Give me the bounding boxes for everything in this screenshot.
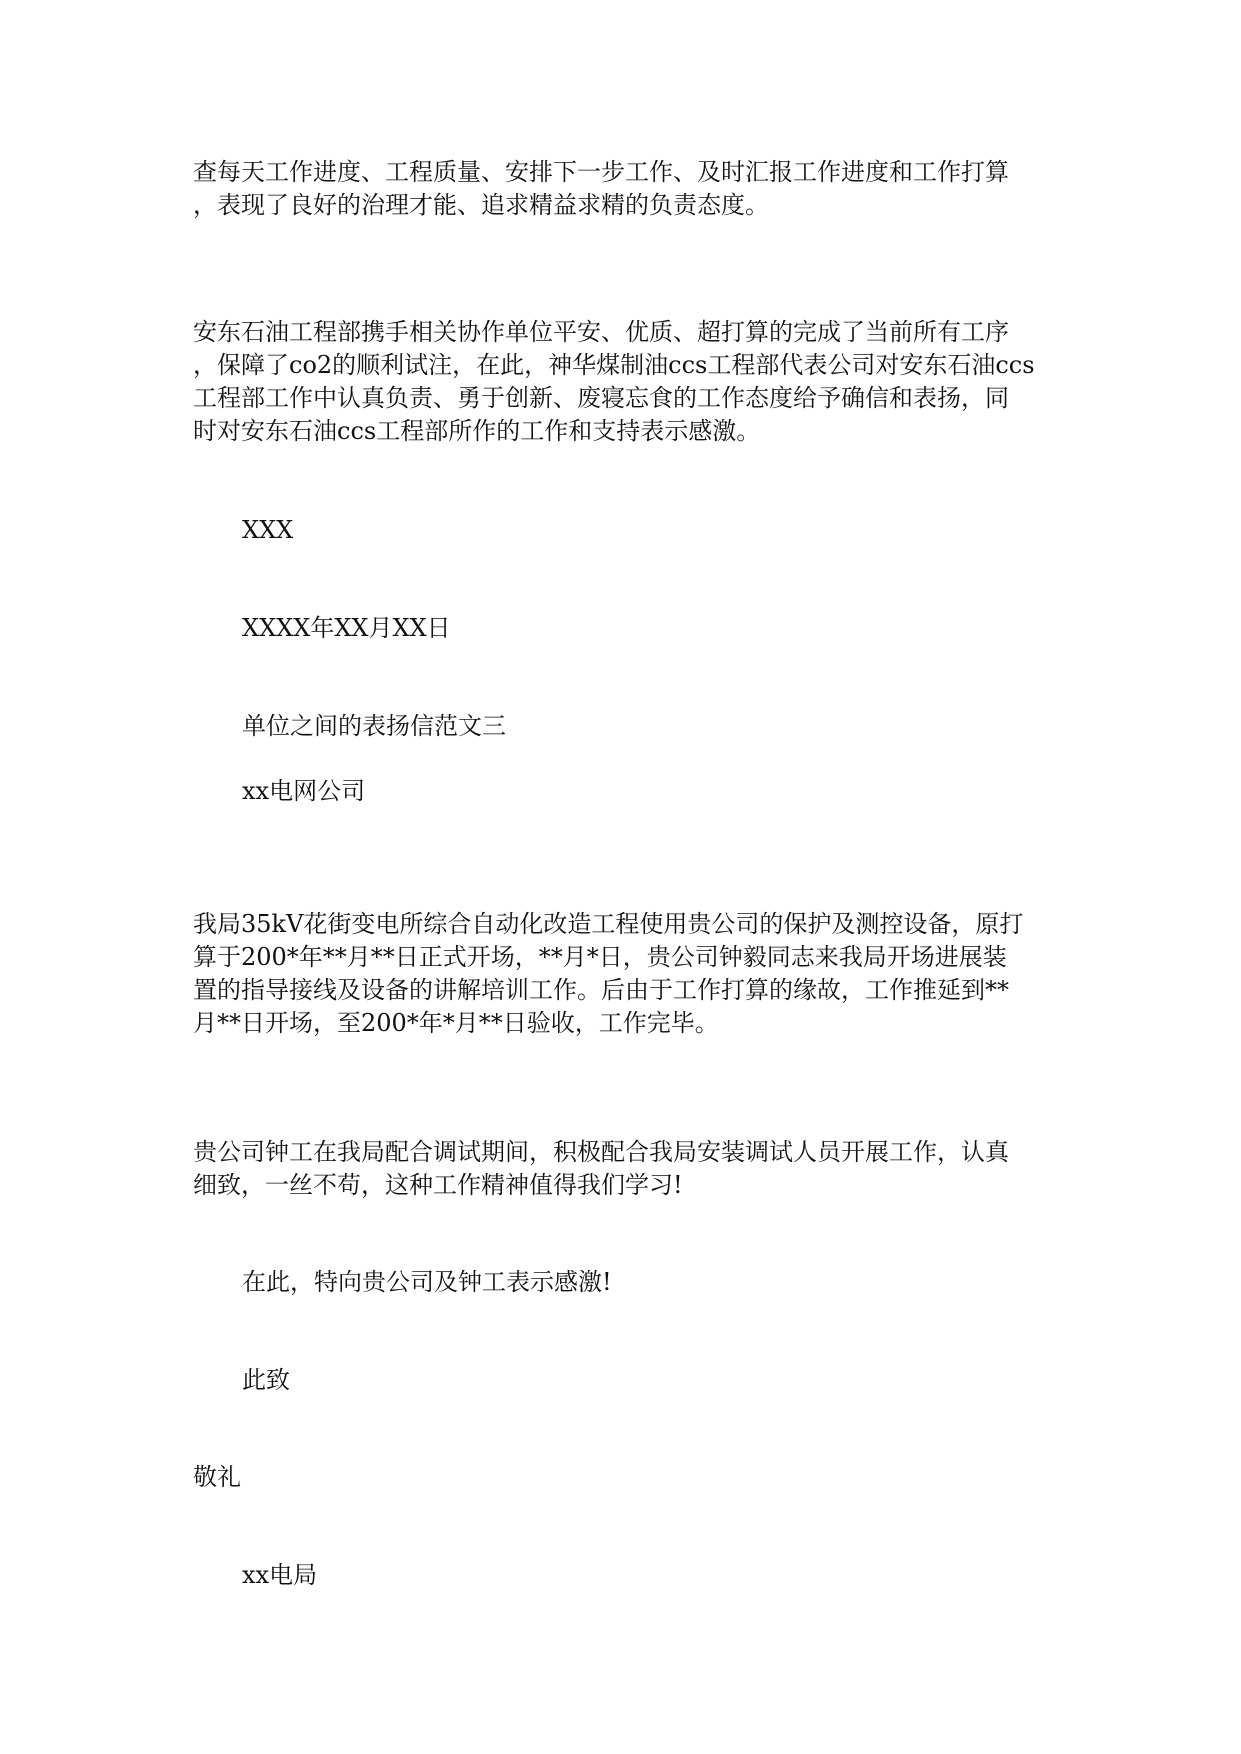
section-title: 单位之间的表扬信范文三 (242, 712, 506, 740)
text-line: 月**日开场，至200*年*月**日验收，工作完毕。 (193, 1009, 719, 1037)
paragraph-project (193, 908, 1053, 1040)
text-line: 时对安东石油ccs工程部所作的工作和支持表示感激。 (193, 417, 761, 445)
date-first: XXXX年XX月XX日 (242, 614, 451, 642)
closing-regards: 敬礼 (193, 1463, 241, 1491)
paragraph-praise (193, 316, 1053, 448)
text-line: ，保障了co2的顺利试注，在此，神华煤制油ccs工程部代表公司对安东石油ccs (193, 351, 1035, 379)
text-line: 细致，一丝不苟，这种工作精神值得我们学习! (193, 1171, 683, 1199)
text-line: 查每天工作进度、工程质量、安排下一步工作、及时汇报工作进度和工作打算 (193, 158, 1009, 186)
text-line: 置的指导接线及设备的讲解培训工作。后由于工作打算的缘故，工作推延到** (193, 976, 1009, 1004)
paragraph-progress (193, 156, 1053, 222)
recipient: xx电网公司 (242, 777, 366, 805)
text-line: 算于200*年**月**日正式开场，**月*日，贵公司钟毅同志来我局开场进展装 (193, 943, 1007, 971)
closing-salutation: 此致 (242, 1366, 290, 1394)
text-line: 工程部工作中认真负责、勇于创新、废寝忘食的工作态度给予确信和表扬，同 (193, 384, 1009, 412)
text-line: 贵公司钟工在我局配合调试期间，积极配合我局安装调试人员开展工作，认真 (193, 1138, 1009, 1166)
signature-first: XXX (242, 516, 294, 544)
thanks-line: 在此，特向贵公司及钟工表示感激! (242, 1268, 612, 1296)
paragraph-commendation (193, 1136, 1053, 1202)
text-line: 我局35kV花街变电所综合自动化改造工程使用贵公司的保护及测控设备，原打 (193, 910, 1024, 938)
text-line: 安东石油工程部携手相关协作单位平安、优质、超打算的完成了当前所有工序 (193, 318, 1009, 346)
text-line: ，表现了良好的治理才能、追求精益求精的负责态度。 (193, 191, 769, 219)
signature-second: xx电局 (242, 1561, 318, 1589)
